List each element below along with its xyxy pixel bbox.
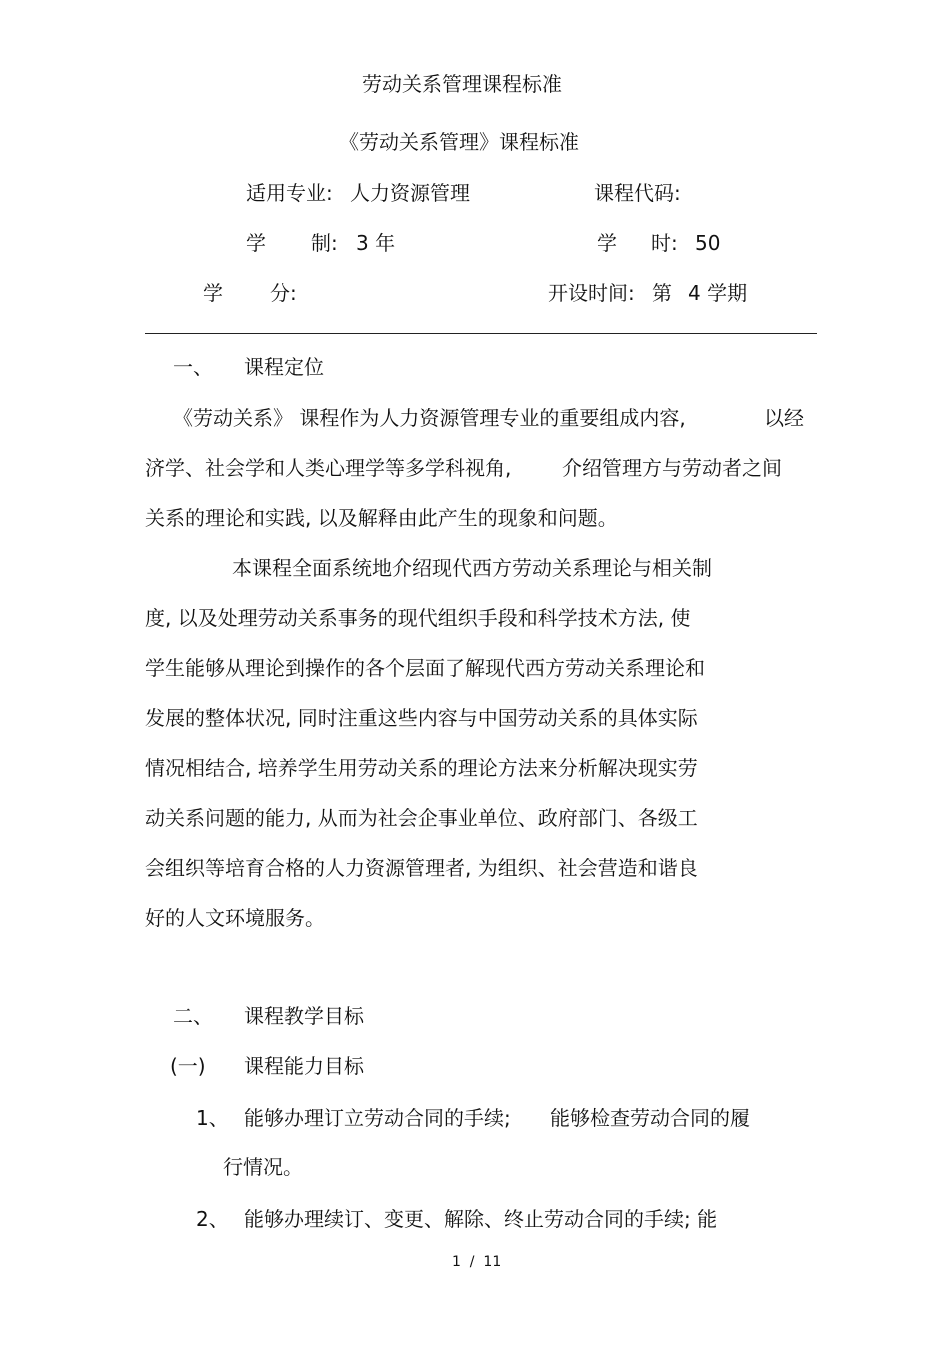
paragraph1-line2: 济学、社会学和人类心理学等多学科视角,	[145, 456, 512, 480]
term-label: 开设时间:	[548, 281, 635, 305]
section2-number: 二、	[173, 1004, 213, 1028]
major-label: 适用专业:	[246, 181, 333, 205]
system-label-char1: 学	[246, 231, 266, 255]
course-code-label: 课程代码:	[594, 181, 681, 205]
item1-text-b: 能够检查劳动合同的履	[550, 1106, 750, 1130]
hours-label-char1: 学	[597, 231, 617, 255]
paragraph2-line1: 本课程全面系统地介绍现代西方劳动关系理论与相关制	[232, 556, 712, 580]
section1-number: 一、	[173, 355, 213, 379]
paragraph2-line6: 动关系问题的能力, 从而为社会企事业单位、政府部门、各级工	[145, 806, 698, 830]
item1-text-c: 行情况。	[223, 1155, 303, 1179]
hours-value: 50	[695, 231, 721, 255]
paragraph2-line5: 情况相结合, 培养学生用劳动关系的理论方法来分析解决现实劳	[145, 756, 698, 780]
paragraph1-line2-end: 介绍管理方与劳动者之间	[562, 456, 782, 480]
section1-heading: 课程定位	[244, 355, 324, 379]
course-title: 《劳动关系管理》课程标准	[339, 130, 579, 154]
paragraph2-line7: 会组织等培育合格的人力资源管理者, 为组织、社会营造和谐良	[145, 856, 698, 880]
page-number: 1 / 11	[452, 1254, 502, 1270]
credit-label-char2: 分:	[270, 281, 297, 305]
header-divider	[145, 333, 817, 334]
system-label-char2: 制:	[311, 231, 338, 255]
subsection1-number: (一)	[170, 1054, 206, 1078]
hours-label-char2: 时:	[651, 231, 678, 255]
document-title: 劳动关系管理课程标准	[362, 72, 562, 96]
paragraph2-line2: 度, 以及处理劳动关系事务的现代组织手段和科学技术方法, 使	[145, 606, 691, 630]
paragraph2-line4: 发展的整体状况, 同时注重这些内容与中国劳动关系的具体实际	[145, 706, 698, 730]
term-value: 4 学期	[688, 281, 748, 305]
subsection1-heading: 课程能力目标	[244, 1054, 364, 1078]
item1-number: 1、	[196, 1106, 229, 1130]
system-value: 3 年	[356, 231, 396, 255]
section2-heading: 课程教学目标	[244, 1004, 364, 1028]
paragraph1-line3: 关系的理论和实践, 以及解释由此产生的现象和问题。	[145, 506, 618, 530]
credit-label-char1: 学	[203, 281, 223, 305]
paragraph2-line3: 学生能够从理论到操作的各个层面了解现代西方劳动关系理论和	[145, 656, 705, 680]
item2-text: 能够办理续订、变更、解除、终止劳动合同的手续; 能	[244, 1207, 718, 1231]
paragraph2-line8: 好的人文环境服务。	[145, 906, 325, 930]
term-value-prefix: 第	[652, 281, 672, 305]
item2-number: 2、	[196, 1207, 229, 1231]
major-value: 人力资源管理	[350, 181, 470, 205]
paragraph1-line1: 《劳动关系》 课程作为人力资源管理专业的重要组成内容,	[173, 406, 686, 430]
item1-text-a: 能够办理订立劳动合同的手续;	[244, 1106, 511, 1130]
paragraph1-line1-end: 以经	[764, 406, 804, 430]
